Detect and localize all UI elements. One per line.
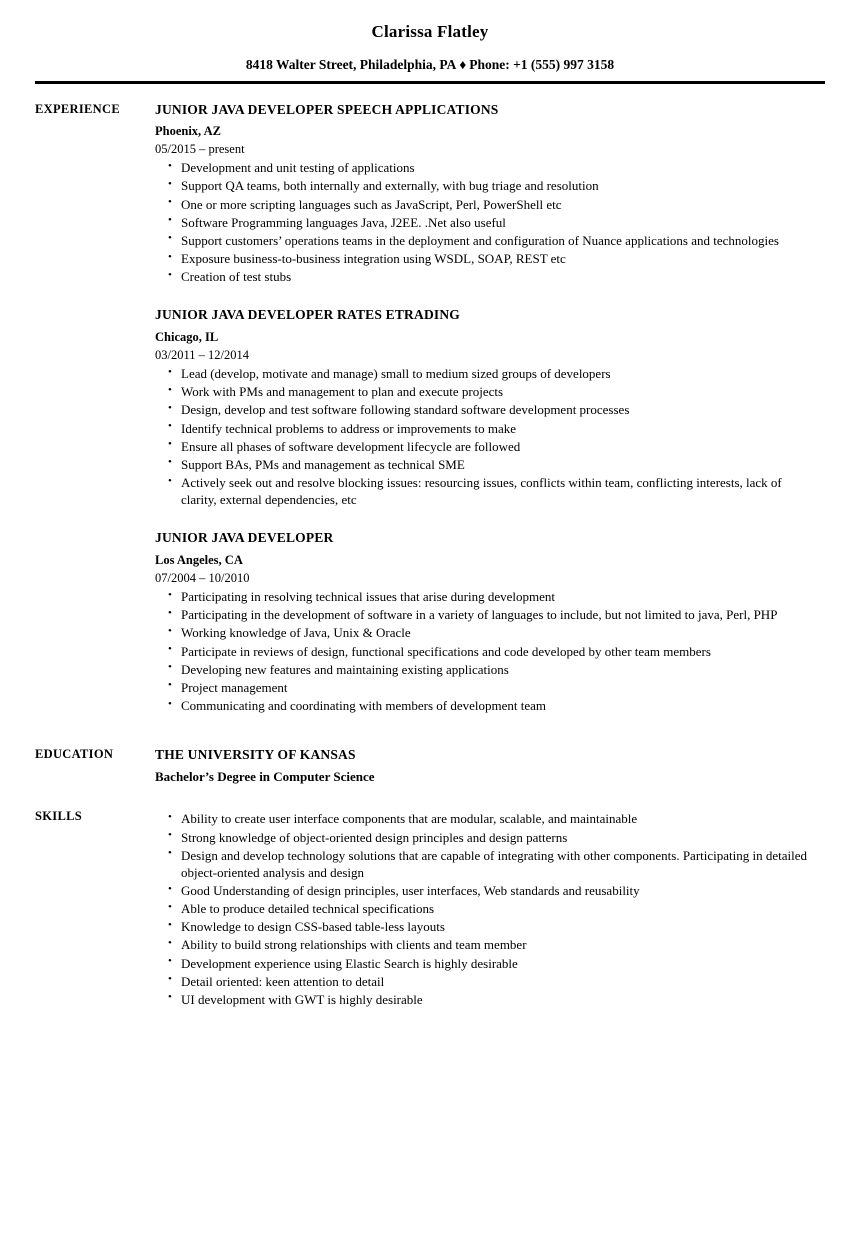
list-item: • Able to produce detailed technical specifications: [155, 900, 810, 917]
list-item: • Participate in reviews of design, functional specifications and code developed by other team members: [155, 643, 810, 660]
list-item: • Developing new features and maintaining existing applications: [155, 661, 810, 678]
contact-line: [0, 57, 860, 73]
experience-section: [0, 102, 860, 715]
job-entry: [155, 307, 810, 508]
skills-section: [0, 809, 860, 1008]
experience-body: [155, 102, 860, 715]
education-degree: Bachelor’s Degree in Computer Science: [155, 769, 375, 785]
job-title: JUNIOR JAVA DEVELOPER RATES ETRADING: [155, 307, 461, 323]
list-item: • Ensure all phases of software development lifecycle are followed: [155, 438, 810, 455]
skills-bullet-list: [155, 810, 810, 1008]
job-bullet-list: [155, 365, 810, 508]
list-item: • Strong knowledge of object-oriented design principles and design patterns: [155, 829, 810, 846]
list-item: • Communicating and coordinating with members of development team: [155, 697, 810, 714]
section-label-education: EDUCATION: [35, 747, 114, 762]
list-item: • Working knowledge of Java, Unix & Oracle: [155, 624, 810, 641]
list-item: • Support BAs, PMs and management as technical SME: [155, 456, 810, 473]
list-item: • Identify technical problems to address or improvements to make: [155, 420, 810, 437]
job-location: Los Angeles, CA: [155, 553, 243, 568]
list-item: • Development and unit testing of applications: [155, 159, 810, 176]
list-item: • Creation of test stubs: [155, 268, 810, 285]
job-title: JUNIOR JAVA DEVELOPER SPEECH APPLICATIONS: [155, 101, 499, 117]
job-location: Phoenix, AZ: [155, 124, 221, 139]
section-label-experience: EXPERIENCE: [35, 101, 120, 116]
list-item: • Ability to build strong relationships with clients and team member: [155, 936, 810, 953]
contact-address: 8418 Walter Street, Philadelphia, PA: [245, 57, 457, 73]
job-entry: [155, 102, 810, 286]
list-item: • Support customers’ operations teams in the deployment and configuration of Nuance applications and technologies: [155, 232, 810, 249]
education-section: [0, 747, 860, 785]
job-bullet-list: [155, 588, 810, 714]
job-location: Chicago, IL: [155, 330, 219, 345]
list-item: • Development experience using Elastic Search is highly desirable: [155, 955, 810, 972]
job-bullet-list: [155, 159, 810, 285]
education-body: [155, 747, 860, 785]
contact-phone: Phone: +1 (555) 997 3158: [469, 57, 615, 73]
diamond-separator-icon: ♦: [459, 57, 467, 73]
list-item: • Design, develop and test software following standard software development processes: [155, 401, 810, 418]
section-label-skills: SKILLS: [35, 809, 82, 824]
list-item: • Actively seek out and resolve blocking issues: resourcing issues, conflicts within team, conflicting interests, lack of clarity, external dependencies, etc: [155, 474, 810, 508]
skills-body: [155, 809, 860, 1008]
list-item: • UI development with GWT is highly desirable: [155, 991, 810, 1008]
list-item: • Software Programming languages Java, J2EE. .Net also useful: [155, 214, 810, 231]
list-item: • Detail oriented: keen attention to detail: [155, 973, 810, 990]
list-item: • Project management: [155, 679, 810, 696]
list-item: • Support QA teams, both internally and externally, with bug triage and resolution: [155, 177, 810, 194]
header-divider: [35, 81, 825, 84]
education-school: THE UNIVERSITY OF KANSAS: [155, 747, 356, 763]
list-item: • Participating in resolving technical issues that arise during development: [155, 588, 810, 605]
list-item: • Design and develop technology solutions that are capable of integrating with other components. Participating in detailed object-oriented analysis and design: [155, 847, 810, 881]
list-item: • Good Understanding of design principles, user interfaces, Web standards and reusability: [155, 882, 810, 899]
list-item: • Work with PMs and management to plan and execute projects: [155, 383, 810, 400]
list-item: • Knowledge to design CSS-based table-less layouts: [155, 918, 810, 935]
job-title: JUNIOR JAVA DEVELOPER: [155, 530, 334, 546]
job-dates: 07/2004 – 10/2010: [155, 570, 250, 585]
list-item: • Exposure business-to-business integration using WSDL, SOAP, REST etc: [155, 250, 810, 267]
list-item: • One or more scripting languages such as JavaScript, Perl, PowerShell etc: [155, 196, 810, 213]
resume-header: [0, 0, 860, 84]
candidate-name: Clarissa Flatley: [371, 22, 489, 41]
job-dates: 05/2015 – present: [155, 142, 245, 157]
list-item: • Participating in the development of software in a variety of languages to include, but not limited to java, Perl, PHP: [155, 606, 810, 623]
list-item: • Ability to create user interface components that are modular, scalable, and maintainable: [155, 810, 810, 827]
job-entry: [155, 530, 810, 714]
job-dates: 03/2011 – 12/2014: [155, 347, 249, 362]
list-item: • Lead (develop, motivate and manage) small to medium sized groups of developers: [155, 365, 810, 382]
